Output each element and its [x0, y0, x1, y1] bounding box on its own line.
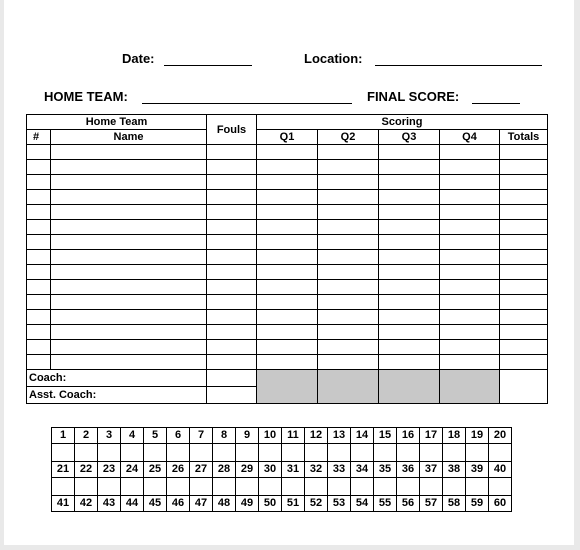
name-cell[interactable]	[51, 205, 207, 220]
score-number-cell[interactable]: 41	[52, 496, 75, 512]
score-number-cell[interactable]: 1	[52, 428, 75, 444]
score-number-cell[interactable]: 56	[397, 496, 420, 512]
q1-cell[interactable]	[257, 340, 318, 355]
fouls-cell[interactable]	[207, 160, 257, 175]
score-number-cell[interactable]: 24	[121, 462, 144, 478]
score-number-cell[interactable]: 5	[144, 428, 167, 444]
q4-cell[interactable]	[440, 355, 500, 370]
q1-cell[interactable]	[257, 295, 318, 310]
totals-cell[interactable]	[500, 220, 548, 235]
score-number-cell[interactable]: 34	[351, 462, 374, 478]
name-cell[interactable]	[51, 340, 207, 355]
name-cell[interactable]	[51, 190, 207, 205]
q4-cell[interactable]	[440, 295, 500, 310]
fouls-cell[interactable]	[207, 250, 257, 265]
running-score-number-row	[52, 428, 512, 444]
q4-cell[interactable]	[440, 175, 500, 190]
score-number-cell[interactable]: 45	[144, 496, 167, 512]
q3-cell[interactable]	[379, 310, 440, 325]
fouls-cell[interactable]	[207, 325, 257, 340]
score-number-cell[interactable]: 33	[328, 462, 351, 478]
score-number-cell[interactable]: 7	[190, 428, 213, 444]
q4-cell[interactable]	[440, 235, 500, 250]
score-number-cell[interactable]: 60	[489, 496, 512, 512]
fouls-cell[interactable]	[207, 340, 257, 355]
score-number-cell[interactable]: 46	[167, 496, 190, 512]
name-cell[interactable]	[51, 160, 207, 175]
number-cell[interactable]	[27, 190, 51, 205]
name-cell[interactable]	[51, 235, 207, 250]
score-number-cell[interactable]: 4	[121, 428, 144, 444]
score-number-cell[interactable]: 49	[236, 496, 259, 512]
q2-cell[interactable]	[318, 160, 379, 175]
score-number-cell[interactable]: 2	[75, 428, 98, 444]
score-number-cell[interactable]: 44	[121, 496, 144, 512]
q2-cell[interactable]	[318, 145, 379, 160]
score-number-cell[interactable]: 37	[420, 462, 443, 478]
score-mark-cell[interactable]	[489, 478, 512, 496]
q2-cell[interactable]	[318, 325, 379, 340]
score-mark-cell[interactable]	[121, 478, 144, 496]
score-mark-cell[interactable]	[305, 478, 328, 496]
fouls-cell[interactable]	[207, 235, 257, 250]
score-number-cell[interactable]: 32	[305, 462, 328, 478]
coach-fouls-cell[interactable]	[207, 370, 257, 387]
number-cell[interactable]	[27, 265, 51, 280]
running-score-number-row	[52, 496, 512, 512]
score-mark-cell[interactable]	[466, 478, 489, 496]
totals-cell[interactable]	[500, 145, 548, 160]
scoring-group-header: Scoring	[257, 115, 548, 130]
q1-cell[interactable]	[257, 205, 318, 220]
score-mark-cell[interactable]	[52, 478, 75, 496]
score-mark-cell[interactable]	[282, 444, 305, 462]
score-number-cell[interactable]: 15	[374, 428, 397, 444]
q4-column-header: Q4	[440, 130, 500, 145]
player-row	[27, 190, 548, 205]
number-column-header: #	[27, 130, 51, 145]
player-rows	[27, 145, 548, 370]
asst-coach-label: Asst. Coach:	[27, 387, 207, 404]
q2-cell[interactable]	[318, 265, 379, 280]
name-cell[interactable]	[51, 145, 207, 160]
score-mark-cell[interactable]	[351, 478, 374, 496]
q4-cell[interactable]	[440, 160, 500, 175]
grand-total-cell[interactable]	[500, 370, 548, 404]
score-mark-cell[interactable]	[75, 478, 98, 496]
score-mark-cell[interactable]	[236, 478, 259, 496]
fouls-cell[interactable]	[207, 265, 257, 280]
score-mark-cell[interactable]	[98, 478, 121, 496]
score-number-cell[interactable]: 19	[466, 428, 489, 444]
q3-cell[interactable]	[379, 190, 440, 205]
running-score-grid	[51, 427, 512, 512]
player-row	[27, 235, 548, 250]
q3-cell[interactable]	[379, 235, 440, 250]
q1-cell[interactable]	[257, 325, 318, 340]
home-team-group-header: Home Team	[27, 115, 207, 130]
q3-cell[interactable]	[379, 220, 440, 235]
score-mark-cell[interactable]	[190, 478, 213, 496]
date-field[interactable]	[164, 65, 252, 66]
score-mark-cell[interactable]	[98, 444, 121, 462]
player-row	[27, 205, 548, 220]
score-mark-cell[interactable]	[167, 444, 190, 462]
score-number-cell[interactable]: 50	[259, 496, 282, 512]
number-cell[interactable]	[27, 145, 51, 160]
q1-cell[interactable]	[257, 265, 318, 280]
score-mark-cell[interactable]	[259, 478, 282, 496]
player-row	[27, 220, 548, 235]
score-number-cell[interactable]: 18	[443, 428, 466, 444]
score-mark-cell[interactable]	[213, 444, 236, 462]
player-row	[27, 160, 548, 175]
player-row	[27, 355, 548, 370]
name-cell[interactable]	[51, 250, 207, 265]
score-mark-cell[interactable]	[351, 444, 374, 462]
q1-cell[interactable]	[257, 235, 318, 250]
score-mark-cell[interactable]	[144, 444, 167, 462]
fouls-cell[interactable]	[207, 355, 257, 370]
number-cell[interactable]	[27, 340, 51, 355]
q3-cell[interactable]	[379, 355, 440, 370]
totals-cell[interactable]	[500, 310, 548, 325]
q1-cell[interactable]	[257, 145, 318, 160]
score-number-cell[interactable]: 11	[282, 428, 305, 444]
score-number-cell[interactable]: 42	[75, 496, 98, 512]
score-number-cell[interactable]: 16	[397, 428, 420, 444]
score-number-cell[interactable]: 39	[466, 462, 489, 478]
totals-column-header: Totals	[500, 130, 548, 145]
score-mark-cell[interactable]	[167, 478, 190, 496]
score-mark-cell[interactable]	[121, 444, 144, 462]
score-number-cell[interactable]: 23	[98, 462, 121, 478]
q3-cell[interactable]	[379, 295, 440, 310]
score-number-cell[interactable]: 14	[351, 428, 374, 444]
name-column-header: Name	[51, 130, 207, 145]
score-number-cell[interactable]: 52	[305, 496, 328, 512]
score-number-cell[interactable]: 36	[397, 462, 420, 478]
roster-group-header-row	[27, 115, 548, 130]
score-number-cell[interactable]: 35	[374, 462, 397, 478]
name-cell[interactable]	[51, 280, 207, 295]
q3-cell[interactable]	[379, 325, 440, 340]
running-score-mark-row	[52, 478, 512, 496]
q4-cell[interactable]	[440, 265, 500, 280]
score-mark-cell[interactable]	[328, 444, 351, 462]
roster-table	[26, 114, 548, 404]
score-number-cell[interactable]: 58	[443, 496, 466, 512]
q1-cell[interactable]	[257, 355, 318, 370]
q3-cell[interactable]	[379, 160, 440, 175]
totals-cell[interactable]	[500, 190, 548, 205]
score-number-cell[interactable]: 26	[167, 462, 190, 478]
coach-label: Coach:	[27, 370, 207, 387]
score-number-cell[interactable]: 40	[489, 462, 512, 478]
score-number-cell[interactable]: 9	[236, 428, 259, 444]
q4-cell[interactable]	[440, 340, 500, 355]
score-mark-cell[interactable]	[420, 478, 443, 496]
q4-cell[interactable]	[440, 280, 500, 295]
location-field[interactable]	[375, 65, 542, 66]
totals-cell[interactable]	[500, 325, 548, 340]
roster-column-header-row	[27, 130, 548, 145]
player-row	[27, 310, 548, 325]
home-team-label: HOME TEAM:	[44, 89, 128, 104]
score-number-cell[interactable]: 13	[328, 428, 351, 444]
q1-column-header: Q1	[257, 130, 318, 145]
number-cell[interactable]	[27, 160, 51, 175]
shaded-cell-q3	[379, 370, 440, 404]
score-sheet-page	[4, 0, 574, 545]
totals-cell[interactable]	[500, 265, 548, 280]
player-row	[27, 250, 548, 265]
fouls-cell[interactable]	[207, 190, 257, 205]
name-cell[interactable]	[51, 175, 207, 190]
final-score-field[interactable]	[472, 103, 520, 104]
home-team-field[interactable]	[142, 103, 352, 104]
name-cell[interactable]	[51, 295, 207, 310]
number-cell[interactable]	[27, 295, 51, 310]
q4-cell[interactable]	[440, 145, 500, 160]
player-row	[27, 175, 548, 190]
score-number-cell[interactable]: 17	[420, 428, 443, 444]
final-score-label: FINAL SCORE:	[367, 89, 460, 104]
score-mark-cell[interactable]	[213, 478, 236, 496]
player-row	[27, 265, 548, 280]
q2-cell[interactable]	[318, 340, 379, 355]
score-number-cell[interactable]: 57	[420, 496, 443, 512]
q3-cell[interactable]	[379, 175, 440, 190]
running-score-number-row	[52, 462, 512, 478]
score-number-cell[interactable]: 54	[351, 496, 374, 512]
q3-cell[interactable]	[379, 250, 440, 265]
q1-cell[interactable]	[257, 175, 318, 190]
q3-cell[interactable]	[379, 145, 440, 160]
totals-cell[interactable]	[500, 175, 548, 190]
q2-cell[interactable]	[318, 175, 379, 190]
name-cell[interactable]	[51, 220, 207, 235]
number-cell[interactable]	[27, 205, 51, 220]
q1-cell[interactable]	[257, 310, 318, 325]
number-cell[interactable]	[27, 310, 51, 325]
q3-cell[interactable]	[379, 340, 440, 355]
totals-cell[interactable]	[500, 295, 548, 310]
totals-cell[interactable]	[500, 250, 548, 265]
score-mark-cell[interactable]	[236, 444, 259, 462]
fouls-cell[interactable]	[207, 175, 257, 190]
shaded-cell-q2	[318, 370, 379, 404]
score-number-cell[interactable]: 10	[259, 428, 282, 444]
q2-cell[interactable]	[318, 280, 379, 295]
q1-cell[interactable]	[257, 160, 318, 175]
q2-cell[interactable]	[318, 310, 379, 325]
player-row	[27, 340, 548, 355]
player-row	[27, 325, 548, 340]
score-mark-cell[interactable]	[144, 478, 167, 496]
number-cell[interactable]	[27, 325, 51, 340]
q2-column-header: Q2	[318, 130, 379, 145]
totals-cell[interactable]	[500, 205, 548, 220]
q1-cell[interactable]	[257, 190, 318, 205]
score-number-cell[interactable]: 59	[466, 496, 489, 512]
q1-cell[interactable]	[257, 280, 318, 295]
fouls-cell[interactable]	[207, 205, 257, 220]
q2-cell[interactable]	[318, 205, 379, 220]
score-mark-cell[interactable]	[397, 444, 420, 462]
shaded-cell-q4	[440, 370, 500, 404]
date-label: Date:	[122, 51, 155, 66]
score-mark-cell[interactable]	[305, 444, 328, 462]
coach-row	[27, 370, 548, 387]
number-cell[interactable]	[27, 280, 51, 295]
score-number-cell[interactable]: 47	[190, 496, 213, 512]
q2-cell[interactable]	[318, 190, 379, 205]
totals-cell[interactable]	[500, 340, 548, 355]
q2-cell[interactable]	[318, 235, 379, 250]
location-label: Location:	[304, 51, 363, 66]
score-mark-cell[interactable]	[52, 444, 75, 462]
running-score-mark-row	[52, 444, 512, 462]
score-number-cell[interactable]: 29	[236, 462, 259, 478]
score-number-cell[interactable]: 25	[144, 462, 167, 478]
score-number-cell[interactable]: 8	[213, 428, 236, 444]
q4-cell[interactable]	[440, 325, 500, 340]
q4-cell[interactable]	[440, 310, 500, 325]
name-cell[interactable]	[51, 310, 207, 325]
name-cell[interactable]	[51, 355, 207, 370]
q1-cell[interactable]	[257, 220, 318, 235]
number-cell[interactable]	[27, 220, 51, 235]
score-number-cell[interactable]: 51	[282, 496, 305, 512]
totals-cell[interactable]	[500, 280, 548, 295]
score-number-cell[interactable]: 48	[213, 496, 236, 512]
fouls-cell[interactable]	[207, 295, 257, 310]
score-mark-cell[interactable]	[443, 444, 466, 462]
q1-cell[interactable]	[257, 250, 318, 265]
number-cell[interactable]	[27, 175, 51, 190]
score-mark-cell[interactable]	[374, 444, 397, 462]
asst-coach-fouls-cell[interactable]	[207, 387, 257, 404]
score-mark-cell[interactable]	[489, 444, 512, 462]
q3-column-header: Q3	[379, 130, 440, 145]
score-number-cell[interactable]: 21	[52, 462, 75, 478]
totals-cell[interactable]	[500, 355, 548, 370]
score-mark-cell[interactable]	[420, 444, 443, 462]
q2-cell[interactable]	[318, 220, 379, 235]
totals-cell[interactable]	[500, 160, 548, 175]
score-mark-cell[interactable]	[397, 478, 420, 496]
score-number-cell[interactable]: 55	[374, 496, 397, 512]
q4-cell[interactable]	[440, 190, 500, 205]
fouls-column-header: Fouls	[207, 115, 257, 145]
shaded-cell-q1	[257, 370, 318, 404]
number-cell[interactable]	[27, 355, 51, 370]
q2-cell[interactable]	[318, 250, 379, 265]
score-number-cell[interactable]: 27	[190, 462, 213, 478]
number-cell[interactable]	[27, 235, 51, 250]
score-mark-cell[interactable]	[374, 478, 397, 496]
q3-cell[interactable]	[379, 280, 440, 295]
score-number-cell[interactable]: 38	[443, 462, 466, 478]
name-cell[interactable]	[51, 265, 207, 280]
player-row	[27, 145, 548, 160]
q3-cell[interactable]	[379, 205, 440, 220]
score-mark-cell[interactable]	[190, 444, 213, 462]
q3-cell[interactable]	[379, 265, 440, 280]
score-mark-cell[interactable]	[443, 478, 466, 496]
fouls-cell[interactable]	[207, 310, 257, 325]
q4-cell[interactable]	[440, 250, 500, 265]
player-row	[27, 280, 548, 295]
score-mark-cell[interactable]	[328, 478, 351, 496]
score-number-cell[interactable]: 22	[75, 462, 98, 478]
q4-cell[interactable]	[440, 220, 500, 235]
q4-cell[interactable]	[440, 205, 500, 220]
score-mark-cell[interactable]	[75, 444, 98, 462]
q2-cell[interactable]	[318, 295, 379, 310]
score-mark-cell[interactable]	[259, 444, 282, 462]
score-number-cell[interactable]: 6	[167, 428, 190, 444]
score-number-cell[interactable]: 20	[489, 428, 512, 444]
player-row	[27, 295, 548, 310]
score-mark-cell[interactable]	[282, 478, 305, 496]
fouls-cell[interactable]	[207, 220, 257, 235]
score-number-cell[interactable]: 31	[282, 462, 305, 478]
score-number-cell[interactable]: 28	[213, 462, 236, 478]
score-number-cell[interactable]: 53	[328, 496, 351, 512]
name-cell[interactable]	[51, 325, 207, 340]
score-number-cell[interactable]: 30	[259, 462, 282, 478]
score-mark-cell[interactable]	[466, 444, 489, 462]
fouls-cell[interactable]	[207, 145, 257, 160]
totals-cell[interactable]	[500, 235, 548, 250]
number-cell[interactable]	[27, 250, 51, 265]
q2-cell[interactable]	[318, 355, 379, 370]
fouls-cell[interactable]	[207, 280, 257, 295]
score-number-cell[interactable]: 43	[98, 496, 121, 512]
score-number-cell[interactable]: 12	[305, 428, 328, 444]
score-number-cell[interactable]: 3	[98, 428, 121, 444]
